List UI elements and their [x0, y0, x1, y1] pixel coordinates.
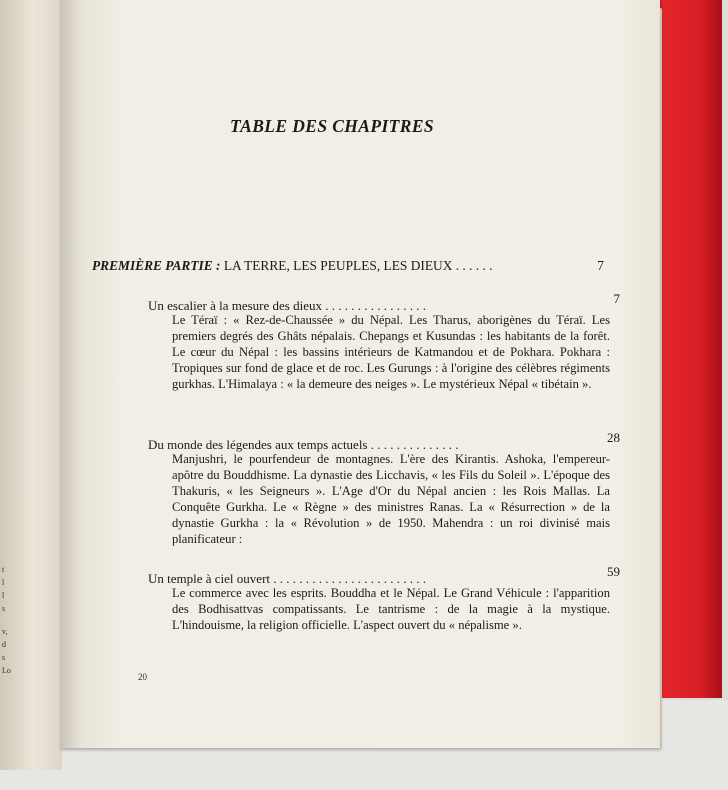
- page-title: TABLE DES CHAPITRES: [230, 116, 435, 136]
- chapter-entry: [148, 564, 620, 633]
- part-heading: [92, 258, 604, 274]
- page-number: 20: [138, 672, 147, 682]
- book-page: [60, 0, 660, 748]
- left-page-fragment: v,: [2, 627, 8, 636]
- left-page-edge: [0, 0, 62, 770]
- left-page-fragment: Lo: [2, 666, 11, 675]
- left-page-fragment: l: [2, 591, 5, 600]
- left-page-fragment: t: [2, 565, 5, 574]
- chapter-title: Du monde des légendes aux temps actuels . . . . . . . . . . . . . .: [148, 437, 459, 452]
- left-page-fragment: d: [2, 640, 6, 649]
- part-label: PREMIÈRE PARTIE :: [92, 258, 221, 273]
- chapter-title: Un escalier à la mesure des dieux . . . . . . . . . . . . . . . .: [148, 298, 426, 313]
- chapter-page-number: 28: [607, 430, 620, 445]
- chapter-summary: Le Téraï : « Rez-de-Chaussée » du Népal. Les Tharus, aborigènes du Téraï. Les premiers degrés des Ghâts népalais. Chepangs et Kusundas : les habitants de la forêt. Le cœur du Népal : les bassins intérieurs de Katmandou et de Pokhara. Pokhara : Tropiques sur fond de glace et de roc. Les Gurungs : à l'origine des célèbres régiments gurkhas. L'Himalaya : « la demeure des neiges ». Le mystérieux Népal « tibétain ».: [172, 313, 610, 392]
- chapter-page-number: 7: [613, 291, 620, 306]
- chapter-title: Un temple à ciel ouvert . . . . . . . . . . . . . . . . . . . . . . . .: [148, 571, 427, 586]
- chapter-summary: Manjushri, le pourfendeur de montagnes. L'ère des Kirantis. Ashoka, l'empereur-apôtre du Bouddhisme. La dynastie des Licchavis, « les Fils du Soleil ». L'époque des Thakuris, « les Seigneurs ». L'Age d'Or du Népal ancien : les Rois Mallas. La Conquête Gurkha. Le « Règne » des ministres Ranas. La « Résurrection » de la dynastie Gurkha : la « Révolution » de 1950. Mahendra : un roi divinisé mais planificateur :: [172, 452, 610, 547]
- left-page-fragment: s: [2, 653, 6, 662]
- left-page-fragment: s: [2, 604, 6, 613]
- chapter-entry: [148, 430, 620, 548]
- part-text: LA TERRE, LES PEUPLES, LES DIEUX . . . . . .: [223, 258, 493, 273]
- part-page-number: 7: [597, 258, 604, 273]
- chapter-page-number: 59: [607, 564, 620, 579]
- chapter-summary: Le commerce avec les esprits. Bouddha et le Népal. Le Grand Véhicule : l'apparition des Bodhisattvas compatissants. Le tantrisme : de la magie à la mystique. L'hindouisme, la religion officielle. L'aspect ouvert du « népalisme ».: [172, 586, 610, 633]
- left-page-fragment: l: [2, 578, 5, 587]
- chapter-entry: [148, 291, 620, 392]
